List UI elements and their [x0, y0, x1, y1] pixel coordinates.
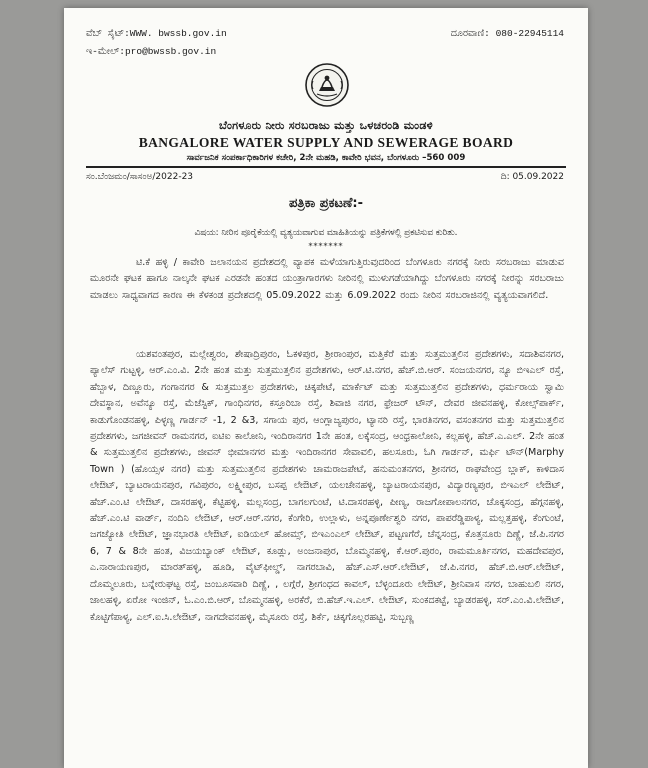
document-date: ದಿ: 05.09.2022 — [500, 172, 564, 182]
body-paragraph-2: ಯಶವಂತಪುರ, ಮಲ್ಲೇಶ್ವರಂ, ಶೇಷಾದ್ರಿಪುರಂ, ಓಕಳಿಪುರ, ಶ್ರೀರಾಂಪುರ, ಮತ್ತಿಕೆರೆ ಮತ್ತು ಸುತ್ತಮುತ್ತಲಿನ ಪ್ರದೇಶಗಳು, ಸದಾಶಿವನಗರ, ಪ್ಯಾಲೆಸ್ ಗುಟ್ಟಳ್ಳಿ, ಆರ್.ಎಂ.ವಿ. 2ನೇ ಹಂತ ಮತ್ತು ಸುತ್ತಮುತ್ತಲಿನ ಪ್ರದೇಶಗಳು, ಆರ್.ಟಿ.ನಗರ, ಹೆಚ್.ಬಿ.ಆರ್. ಸಂಜಯನಗರ, ನ್ಯೂ ಬಿಇಎಲ್ ರಸ್ತೆ, ಹೆಬ್ಬಾಳ, ದಿಣ್ಣೂರು, ಗಂಗಾನಗರ & ಸುತ್ತಮುತ್ತಲ ಪ್ರದೇಶಗಳು, ಚಿಕ್ಕಪೇಟೆ, ಮಾರ್ಕೆಟ್ ಮತ್ತು ಸುತ್ತಮುತ್ತಲಿನ ಪ್ರದೇಶಗಳು, ಧರ್ಮರಾಯ ಸ್ವಾಮಿ ದೇವಸ್ಥಾನ, ಅವೆನ್ಯೂ ರಸ್ತೆ, ಮೆಜೆಸ್ಟಿಕ್, ಗಾಂಧಿನಗರ, ಕಸ್ತೂರಿಬಾ ರಸ್ತೆ, ಶಿವಾಜಿ ನಗರ, ಫ್ರೇಜರ್ ಟೌನ್, ದೇವರ ಜೀವನಹಳ್ಳಿ, ಕೋಲ್ಸ್‌ಪಾರ್ಕ್, ಕಾಡುಗೊಂಡನಹಳ್ಳಿ, ಪಿಳ್ಳಣ್ಣ ಗಾರ್ಡನ್ -1, 2 &3, ಸಗಾಯ ಪುರ, ಆಂಗ್ಲಾಜ್ಯಪುರಂ, ಟ್ಯಾನರಿ ರಸ್ತೆ, ಭಾರತಿನಗರ, ವಸಂತನಗರ ಮತ್ತು ಸುತ್ತಮುತ್ತಲಿನ ಪ್ರದೇಶಗಳು, ಜಗಜೀವನ್ ರಾಮನಗರ, ಐಟಿಐ ಕಾಲೋನಿ, ಇಂದಿರಾನಗರ 1ನೇ ಹಂತ, ಲಕ್ಕೆಸಂದ್ರ, ಆಂಧ್ರಕಾಲೋನಿ, ಕಲ್ಲಹಳ್ಳಿ, ಹೆಚ್.ಎ.ಎಲ್. 2ನೇ ಹಂತ & ಸುತ್ತಮುತ್ತಲಿನ ಪ್ರದೇಶಗಳು, ಜೀವನ್ ಭೀಮಾನಗರ ಮತ್ತು ಇಂದಿರಾನಗರ ಸೇವಾವಲಿ, ಹಲಸೂರು, ಓಗಿ ಗಾರ್ಡನ್, ಮರ್ಫಿ ಟೌನ್(Marphy Town ) (ಹೊಯ್ಸಳ ನಗರ) ಮತ್ತು ಸುತ್ತಮುತ್ತಲಿನ ಪ್ರದೇಶಗಳು ಚಾಮರಾಜಪೇಟೆ, ಹನುಮಂತನಗರ, ಶ್ರೀನಗರ, ರಾಘವೇಂದ್ರ ಬ್ಲಾಕ್, ಕಾಳಿದಾಸ ಲೇಔಟ್, ಬ್ಯಾಟರಾಯನಪುರ, ಗವಿಪುರಂ, ಲಕ್ಷ್ಮೀಪುರ, ಬಸಪ್ಪ ಲೇಔಟ್, ಯಲಚೇನಹಳ್ಳಿ, ಬ್ಯಾಟರಾಯನಪುರ, ವಿದ್ಯಾರಣ್ಯಪುರ, ಬಿಇಎಲ್ ಲೇಔಟ್, ಹೆಚ್.ಎಂ.ಟಿ ಲೇಔಟ್, ದಾಸರಹಳ್ಳಿ, ಕೆಟ್ಟಿಹಳ್ಳಿ, ಮಲ್ಲಸಂದ್ರ, ಬಾಗಲಗುಂಟೆ, ಟಿ.ದಾಸರಹಳ್ಳಿ, ಪೀಣ್ಯ, ರಾಜಗೋಪಾಲನಗರ, ಚೊಕ್ಕಸಂದ್ರ, ಹೆಗ್ಗನಹಳ್ಳಿ, ಹೆಚ್.ಎಂ.ಟಿ ವಾರ್ಡ್, ನಂದಿನಿ ಲೇಔಟ್, ಆರ್.ಆರ್.ನಗರ, ಕೆಂಗೇರಿ, ಉಲ್ಲಾಳು, ಅನ್ನಪೂರ್ಣೇಶ್ವರಿ ನಗರ, ಪಾಪರೆಡ್ಡಿಪಾಳ್ಯ, ಮಲ್ಲತ್ತಹಳ್ಳಿ, ಕೆಂಗುಂಟೆ, ಜಗಜ್ಯೋತಿ ಲೇಔಟ್, ಜ್ಞಾನಭಾರತಿ ಲೇಔಟ್, ಐಡಿಯಲ್ ಹೋಮ್ಸ್, ಬಿಇಎಂಎಲ್ ಲೇಔಟ್, ಪಟ್ಟಣಗೆರೆ, ಚೆನ್ನಸಂದ್ರ, ಕೊತ್ತನೂರು ದಿಣ್ಣೆ, ಜೆ.ಪಿ.ನಗರ 6, 7 & 8ನೇ ಹಂತ, ವಿಜಯಬ್ಯಾಂಕ್ ಲೇಔಟ್, ಕೂಡ್ಲು, ಅಂಜನಾಪುರ, ಬೊಮ್ಮನಹಳ್ಳಿ, ಕೆ.ಆರ್.ಪುರಂ, ರಾಮಮೂರ್ತಿನಗರ, ಮಹದೇವಪುರ, ಎ.ನಾರಾಯಣಪುರ, ಮಾರತ್‌ಹಳ್ಳಿ, ಹೂಡಿ, ವೈಟ್‌ಫೀಲ್ಡ್, ನಾಗರಬಾವಿ, ಹೆಚ್.ಎಸ್.ಆರ್.ಲೇಔಟ್, ಜೆ.ಪಿ.ನಗರ, ಹೆಚ್.ಬಿ.ಆರ್.ಲೇಔಟ್, ದೊಮ್ಮಲೂರು, ಬನ್ನೇರುಘಟ್ಟ ರಸ್ತೆ, ಜಂಬೂಸವಾರಿ ದಿಣ್ಣೆ, , ಲಗ್ಗೆರೆ, ಶ್ರೀಗಂಧದ ಕಾವಲ್, ಬೆಳ್ಳಂದೂರು ಲೇಔಟ್, ಶ್ರೀನಿವಾಸ ನಗರ, ಬಾಹುಬಲಿ ನಗರ, ಜಾಲಹಳ್ಳಿ, ಏರೋ ಇಂಜಿನ್, ಓ.ಎಂ.ಬಿ.ಆರ್, ಬೊಮ್ಮನಹಳ್ಳಿ, ಅರಕೆರೆ, ಬಿ.ಹೆಚ್.ಇ.ಎಲ್. ಲೇಔಟ್, ಸುಂಕದಕಟ್ಟೆ, ಬ್ಯಾಡರಹಳ್ಳಿ, ಸರ್.ಎಂ.ವಿ.ಲೇಔಟ್, ಕೊಟ್ಟಿಗೆಪಾಳ್ಯ, ಎಲ್.ಐ.ಸಿ.ಲೇಔಟ್, ನಾಗದೇವನಹಳ್ಳಿ, ಮೈಸೂರು ರಸ್ತೆ, ಶಿರ್ಕೆ, ಚಿಕ್ಕಗೊಲ್ಲರಹಟ್ಟಿ, ಸುಬ್ಬಣ್ಣ — [90, 349, 564, 623]
reference-number: ಸಂ.ಬೆಂಜಮಂ/ಸಾಸಂಅ/2022-23 — [86, 172, 194, 182]
board-seal-emblem — [305, 63, 349, 107]
press-release-title: ಪತ್ರಿಕಾ ಪ್ರಕಟಣೆ:- — [288, 196, 364, 211]
section-separator: ******* — [308, 242, 344, 251]
body-paragraph-1: ಟಿ.ಕೆ ಹಳ್ಳಿ / ಕಾವೇರಿ ಜಲಾನಯನ ಪ್ರದೇಶದಲ್ಲಿ ವ್ಯಾಪಕ ಮಳೆಯಾಗುತ್ತಿರುವುದರಿಂದ ಬೆಂಗಳೂರು ನಗರಕ್ಕೆ ನೀರು ಸರಬರಾಜು ಮಾಡುವ ಮೂರನೇ ಘಟಕ ಹಾಗೂ ನಾಲ್ಕನೇ ಘಟಕ ಎರಡನೇ ಹಂತದ ಯಂತ್ರಾಗಾರಗಳು ನೀರಿನಲ್ಲಿ ಮುಳುಗಡೆಯಾಗಿದ್ದು ಬೆಂಗಳೂರು ನಗರಕ್ಕೆ ನೀರನ್ನು ಸರಬರಾಜು ಮಾಡಲು ಸಾಧ್ಯವಾಗದ ಕಾರಣ ಈ ಕೆಳಕಂಡ ಪ್ರದೇಶದಲ್ಲಿ 05.09.2022 ಮತ್ತು 6.09.2022 ರಂದು ನೀರಿನ ಸರಬರಾಜಿನಲ್ಲಿ ವ್ಯತ್ಯಯವಾಗಲಿದೆ. — [90, 257, 564, 301]
subject-line: ವಿಷಯ: ನೀರಿನ ಪೂರೈಕೆಯಲ್ಲಿ ವ್ಯತ್ಯಯವಾಗುವ ಮಾಹಿತಿಯನ್ನು ಪತ್ರಿಕೆಗಳಲ್ಲಿ ಪ್ರಕಟಿಸುವ ಕುರಿತು. — [194, 228, 458, 238]
press-release-page — [64, 8, 588, 768]
email-line: ಇ-ಮೇಲ್:pro@bwssb.gov.in — [86, 46, 217, 57]
header-divider — [86, 166, 566, 168]
website-line: ವೆಬ್ ಸೈಟ್:WWW. bwssb.gov.in — [86, 28, 227, 39]
organization-name-english: BANGALORE WATER SUPPLY AND SEWERAGE BOARD — [138, 135, 514, 150]
office-address: ಸಾರ್ವಜನಿಕ ಸಂಪರ್ಕಾಧಿಕಾರಿಗಳ ಕಚೇರಿ, 2ನೇ ಮಹಡಿ, ಕಾವೇರಿ ಭವನ, ಬೆಂಗಳೂರು –560 009 — [186, 153, 466, 163]
organization-name-kannada: ಬೆಂಗಳೂರು ನೀರು ಸರಬರಾಜು ಮತ್ತು ಒಳಚರಂಡಿ ಮಂಡಳಿ — [219, 119, 433, 132]
phone-line: ದೂರವಾಣಿ: 080-22945114 — [450, 28, 564, 39]
